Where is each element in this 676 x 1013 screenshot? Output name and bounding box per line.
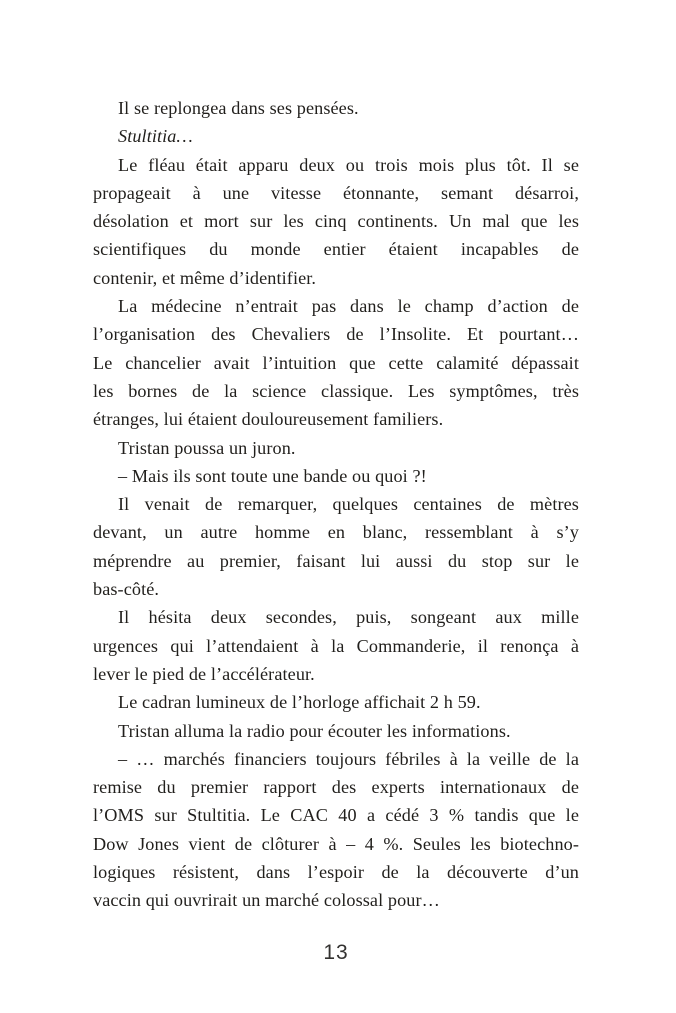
text-line: Tristan alluma la radio pour écouter les informations. xyxy=(118,720,511,741)
text-line: – Mais ils sont toute une bande ou quoi ?! xyxy=(118,465,427,486)
text-line: devant, un autre homme en blanc, ressemblant à s’y xyxy=(93,522,579,543)
text-line: Il se replongea dans ses pensées. xyxy=(118,98,359,118)
paragraph xyxy=(93,688,579,716)
text-line: remise du premier rapport des experts internationaux de xyxy=(93,777,579,798)
paragraph xyxy=(93,462,579,490)
text-line: l’organisation des Chevaliers de l’Insolite. Et pourtant… xyxy=(93,324,579,345)
body-text xyxy=(93,94,579,915)
paragraph xyxy=(93,717,579,745)
page-number: 13 xyxy=(323,941,349,964)
text-line: Le chancelier avait l’intuition que cette calamité dépassait xyxy=(93,352,579,373)
text-line: logiques résistent, dans l’espoir de la découverte d’un xyxy=(93,862,579,883)
text-line: l’OMS sur Stultitia. Le CAC 40 a cédé 3 % tandis que le xyxy=(93,805,579,826)
text-line: bas-côté. xyxy=(93,579,160,600)
paragraph xyxy=(93,490,579,603)
text-line: Stultitia… xyxy=(118,126,193,147)
text-line: Il hésita deux secondes, puis, songeant aux mille xyxy=(118,607,579,628)
paragraph xyxy=(93,434,579,462)
text-line: Dow Jones vient de clôturer à – 4 %. Seules les biotechno- xyxy=(93,833,579,854)
text-line: La médecine n’entrait pas dans le champ d’action de xyxy=(118,296,579,317)
text-line: méprendre au premier, faisant lui aussi du stop sur le xyxy=(93,550,579,571)
text-line: – … marchés financiers toujours fébriles à la veille de la xyxy=(118,748,579,769)
text-line: lever le pied de l’accélérateur. xyxy=(93,663,315,684)
text-line: désolation et mort sur les cinq continents. Un mal que les xyxy=(93,211,579,232)
paragraph xyxy=(93,745,579,915)
paragraph xyxy=(93,292,579,433)
paragraph xyxy=(93,151,579,292)
text-line: propageait à une vitesse étonnante, semant désarroi, xyxy=(93,182,579,203)
text-line: urgences qui l’attendaient à la Commanderie, il renonça à xyxy=(93,635,579,656)
text-line: scientifiques du monde entier étaient incapables de xyxy=(93,239,579,260)
text-line: contenir, et même d’identifier. xyxy=(93,267,317,288)
text-line: Le cadran lumineux de l’horloge affichait 2 h 59. xyxy=(118,692,481,713)
paragraph xyxy=(93,94,579,122)
text-line: étranges, lui étaient douloureusement familiers. xyxy=(93,409,444,430)
text-line: les bornes de la science classique. Les symptômes, très xyxy=(93,380,579,401)
text-line: Il venait de remarquer, quelques centaines de mètres xyxy=(118,494,579,515)
text-line: Le fléau était apparu deux ou trois mois plus tôt. Il se xyxy=(118,154,579,175)
paragraph xyxy=(93,122,579,150)
text-line: Tristan poussa un juron. xyxy=(118,437,296,458)
text-line: vaccin qui ouvrirait un marché colossal pour… xyxy=(93,890,440,911)
paragraph xyxy=(93,603,579,688)
